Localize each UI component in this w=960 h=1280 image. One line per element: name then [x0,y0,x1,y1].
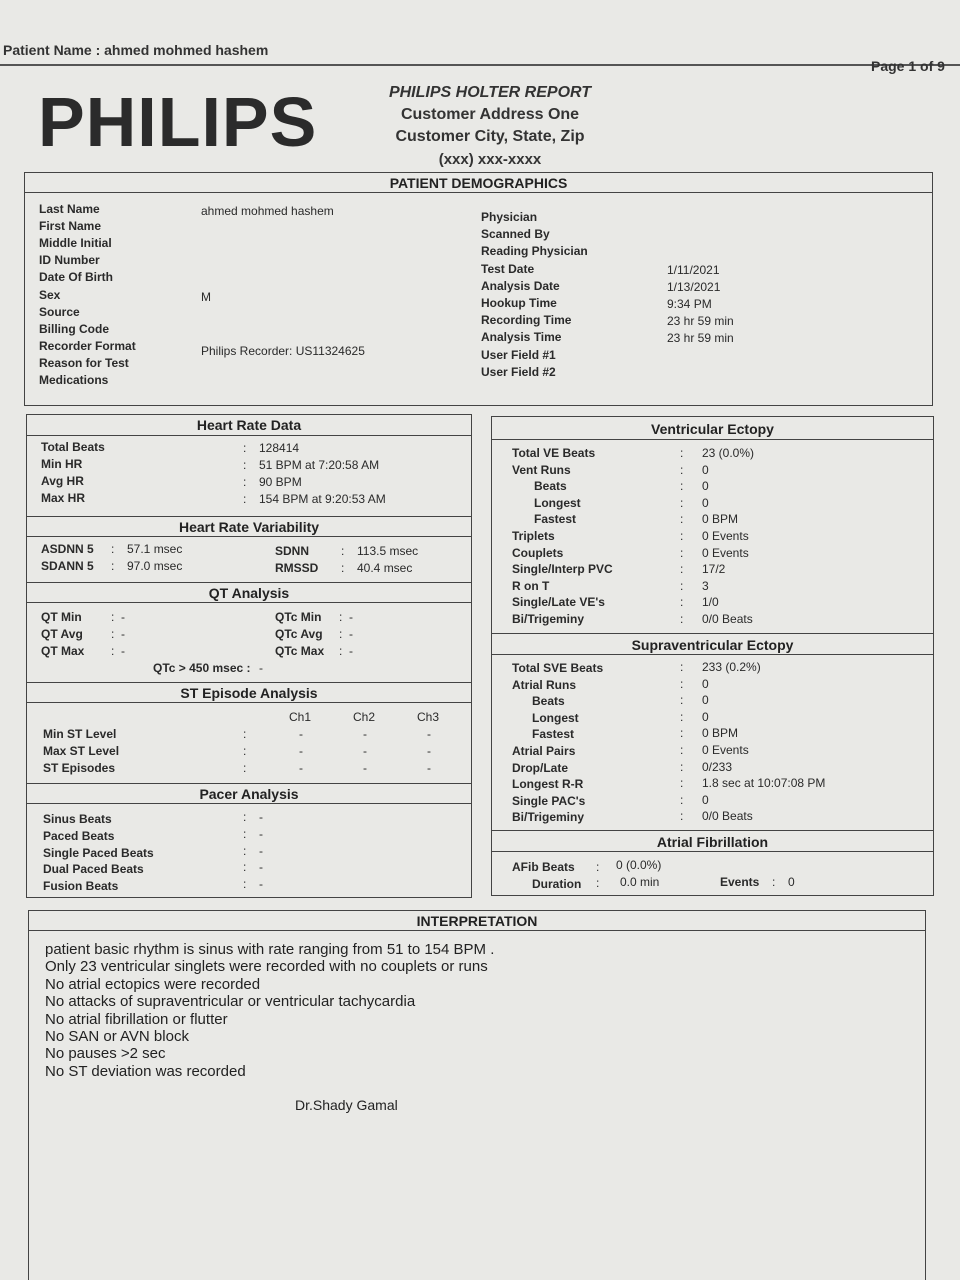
heart-rate-value: 154 BPM at 9:20:53 AM [259,492,386,506]
st-channel-header: Ch3 [417,710,440,724]
qtc-min-text: - [349,610,354,624]
ve-value: 0 BPM [702,512,739,527]
afib-duration-value: 0.0 min [620,875,660,889]
pacer-colon: : [243,860,247,875]
ve-colon: : [680,479,684,494]
st-row-label: Min ST Level [43,727,117,741]
heart-rate-value: 90 BPM [259,475,302,489]
heart-rate-colon: : [243,492,247,506]
sve-value: 0/0 Beats [702,809,753,824]
ve-colon: : [680,545,684,560]
afib-beats-colon: : [596,860,600,874]
afib-beats-label: AFib Beats [512,860,575,874]
sdnn-colon: : [341,544,345,558]
st-row-value: - [427,744,431,758]
sve-label: Total SVE Beats [512,661,604,675]
heart-rate-value: 51 BPM at 7:20:58 AM [259,458,380,472]
qt-avg-value: : - [111,627,126,641]
qtc-450-value: - [259,661,263,675]
report-phone: (xxx) xxx-xxxx [438,151,542,168]
demographics-right-label: User Field #2 [481,364,556,379]
ve-label: Single/Interp PVC [512,562,613,577]
afib-events-label: Events [720,875,760,889]
qtc-min-label: QTc Min [275,610,322,624]
afib-duration-label: Duration [532,877,582,891]
rmssd-value: 40.4 msec [357,561,413,575]
demographics-panel [24,172,933,406]
ve-label: Bi/Trigeminy [512,612,585,626]
ve-colon: : [680,595,684,610]
sve-value: 0 [702,693,709,708]
ve-colon: : [680,462,684,477]
demographics-right-label: Reading Physician [481,244,588,259]
sve-value: 0 [702,709,709,724]
page-number: Page 1 of 9 [871,58,945,74]
qt-max-text: - [121,644,126,658]
qt-title: QT Analysis [27,582,471,603]
sve-label: Drop/Late [512,760,569,775]
st-title: ST Episode Analysis [27,682,471,703]
demographics-right-label: Hookup Time [481,296,557,310]
st-row-label: Max ST Level [43,744,120,758]
afib-duration-colon: : [596,876,600,890]
heart-rate-colon: : [243,475,247,489]
ve-label: Longest [534,495,581,510]
st-row-value: - [427,727,431,741]
demographics-left-label: Middle Initial [39,236,112,251]
sve-colon: : [680,660,684,674]
demographics-right-value: 23 hr 59 min [667,314,734,329]
qt-min-label: QT Min [41,610,82,624]
st-channel-header: Ch2 [353,710,376,724]
rmssd-colon: : [341,561,345,575]
qtc-max-value: : - [339,644,354,658]
heart-rate-value: 128414 [259,441,300,455]
pacer-label: Sinus Beats [43,812,112,826]
heart-rate-colon: : [243,458,247,472]
demographics-right-label: Physician [481,210,538,224]
ve-value: 0/0 Beats [702,612,753,626]
demographics-left-label: Recorder Format [39,338,136,353]
ve-label: Couplets [512,545,564,560]
st-row-value: - [363,761,367,775]
qt-min-value: : - [111,610,126,624]
st-row-value: - [363,744,367,758]
demographics-left-label: Medications [39,373,109,387]
sve-value: 233 (0.2%) [702,660,761,674]
ve-colon: : [680,578,684,593]
sve-colon: : [680,726,684,741]
interpretation-line: Only 23 ventricular singlets were recorded with no couplets or runs [45,958,488,976]
sve-value: 0 BPM [702,726,739,741]
demographics-left-label: Reason for Test [39,355,129,370]
heart-rate-panel [26,414,472,898]
pacer-title: Pacer Analysis [27,783,471,804]
demographics-left-value: ahmed mohmed hashem [201,204,334,218]
ve-value: 0 Events [702,529,749,543]
ve-value: 17/2 [702,562,726,577]
demographics-left-label: ID Number [39,253,100,268]
sve-label: Atrial Pairs [512,744,576,758]
interpretation-title: INTERPRETATION [29,911,925,931]
demographics-left-label: First Name [39,219,102,234]
demographics-left-label: Source [39,304,80,319]
qtc-max-text: - [349,644,354,658]
sve-colon: : [680,709,684,724]
interpretation-line: No SAN or AVN block [45,1028,189,1045]
heart-rate-colon: : [243,441,247,455]
sve-value: 0 [702,792,709,807]
ve-value: 23 (0.0%) [702,446,755,460]
sve-value: 1.8 sec at 10:07:08 PM [702,776,826,791]
demographics-left-value: Philips Recorder: US11324625 [201,343,365,358]
ve-value: 0 [702,495,709,510]
sve-label: Fastest [532,727,575,742]
report-title: PHILIPS HOLTER REPORT [388,84,592,101]
sve-colon: : [680,743,684,757]
ve-value: 0 [702,479,709,494]
demographics-left-label: Last Name [39,202,100,216]
st-channel-header: Ch1 [289,710,312,724]
afib-beats-value: 0 (0.0%) [616,858,662,872]
sdnn-label: SDNN [275,544,310,558]
ve-value: 3 [702,578,709,593]
demographics-right-value: 9:34 PM [667,297,712,311]
st-row-value: - [363,727,367,741]
sve-label: Single PAC's [512,793,586,808]
sve-value: 0 Events [702,743,749,757]
interpretation-line: No attacks of supraventricular or ventricular tachycardia [45,993,416,1011]
interpretation-line: No pauses >2 sec [45,1045,166,1063]
sve-colon: : [680,693,684,708]
ve-colon: : [680,495,684,510]
st-row-value: - [427,761,431,775]
demographics-right-value: 1/11/2021 [667,262,720,277]
ve-value: 1/0 [702,595,719,610]
demographics-right-value: 23 hr 59 min [667,331,734,346]
ve-colon: : [680,512,684,527]
interpretation-line: No atrial ectopics were recorded [45,975,261,993]
demographics-right-label: Test Date [481,261,535,276]
ve-value: 0 Events [702,545,749,560]
pacer-label: Single Paced Beats [43,845,154,860]
sve-colon: : [680,776,684,791]
pacer-value: - [259,860,263,875]
sve-value: 0/233 [702,759,733,774]
ve-label: Vent Runs [512,462,571,477]
demographics-left-label: Date Of Birth [39,270,114,285]
qtc-450-label: QTc > 450 msec : [153,661,251,675]
heart-rate-title: Heart Rate Data [27,415,471,436]
pacer-value: - [259,826,263,841]
patient-name-header [3,42,268,58]
pacer-colon: : [243,826,247,841]
qtc-max-label: QTc Max [275,644,325,658]
sdnn-value: 113.5 msec [357,544,419,558]
qt-max-label: QT Max [41,644,85,658]
qtc-avg-text: - [349,627,354,641]
demographics-title: PATIENT DEMOGRAPHICS [25,173,932,193]
st-row-value: - [299,727,303,741]
interpretation-line: No atrial fibrillation or flutter [45,1010,228,1028]
ve-colon: : [680,612,684,626]
sve-label: Longest [532,710,579,725]
demographics-left-value: M [201,289,211,304]
pacer-value: - [259,843,263,858]
demographics-right-label: Scanned By [481,227,550,242]
st-row-colon: : [243,761,247,775]
st-row-label: ST Episodes [43,761,116,775]
qtc-avg-label: QTc Avg [275,627,323,641]
st-row-colon: : [243,744,247,758]
demographics-right-label: User Field #1 [481,347,556,362]
rmssd-label: RMSSD [275,561,319,575]
hrv-title: Heart Rate Variability [27,516,471,537]
patient-name-label: Patient Name : [3,42,101,58]
asdnn-label: ASDNN 5 [41,542,94,556]
st-row-colon: : [243,727,247,741]
interpretation-panel [28,910,926,1280]
ve-colon: : [680,446,684,460]
heart-rate-label: Max HR [41,491,86,505]
qt-avg-text: - [121,627,126,641]
philips-logo: PHILIPS [38,83,318,161]
demographics-left-label: Sex [39,287,61,302]
sve-label: Beats [532,694,565,709]
qtc-min-value: : - [339,610,354,624]
ve-label: Beats [534,479,567,494]
sve-colon: : [680,792,684,807]
qt-avg-label: QT Avg [41,627,83,641]
interpretation-line: patient basic rhythm is sinus with rate ranging from 51 to 154 BPM . [45,941,495,958]
sve-label: Atrial Runs [512,677,577,692]
report-address1: Customer Address One [400,106,580,123]
ve-label: R on T [512,578,550,593]
heart-rate-label: Avg HR [41,474,84,488]
afib-events-value: 0 [788,875,795,889]
pacer-label: Fusion Beats [43,879,119,894]
pacer-colon: : [243,877,247,892]
heart-rate-label: Min HR [41,457,83,471]
ve-label: Single/Late VE's [512,595,605,610]
ve-label: Triplets [512,529,555,543]
sve-colon: : [680,676,684,691]
qt-min-text: - [121,610,126,624]
qt-max-value: : - [111,644,126,658]
ve-colon: : [680,529,684,543]
interpretation-signature: Dr.Shady Gamal [295,1097,398,1113]
pacer-colon: : [243,810,247,824]
pacer-colon: : [243,843,247,858]
sdann-label: SDANN 5 [41,559,94,573]
report-title-block [360,84,620,168]
pacer-label: Dual Paced Beats [43,862,144,877]
demographics-right-label: Analysis Time [481,330,562,345]
sve-value: 0 [702,676,709,691]
pacer-value: - [259,810,263,824]
pacer-label: Paced Beats [43,828,115,843]
demographics-left-label: Billing Code [39,321,109,336]
sve-colon: : [680,809,684,824]
patient-name-value: ahmed mohmed hashem [104,42,269,58]
afib-title: Atrial Fibrillation [492,830,933,852]
sve-colon: : [680,759,684,774]
demographics-right-label: Analysis Date [481,278,560,293]
sdann-colon: : [111,559,115,573]
interpretation-line: No ST deviation was recorded [45,1062,246,1080]
header-rule [0,64,960,66]
st-row-value: - [299,744,303,758]
st-row-value: - [299,761,303,775]
ve-label: Fastest [534,512,577,527]
ve-value: 0 [702,462,709,477]
demographics-right-label: Recording Time [481,313,572,328]
ve-title: Ventricular Ectopy [492,417,933,440]
demographics-right-value: 1/13/2021 [667,279,721,294]
sve-label: Longest R-R [512,777,584,792]
ve-colon: : [680,562,684,577]
afib-events-colon: : [772,875,776,889]
sve-title: Supraventricular Ectopy [492,633,933,655]
sve-label: Bi/Trigeminy [512,810,585,825]
ve-label: Total VE Beats [512,446,596,460]
ectopy-panel [491,416,934,896]
report-address2: Customer City, State, Zip [395,128,585,145]
sdann-value: 97.0 msec [127,559,183,573]
qtc-avg-value: : - [339,627,354,641]
asdnn-colon: : [111,542,115,556]
heart-rate-label: Total Beats [41,440,105,454]
asdnn-value: 57.1 msec [127,542,183,556]
pacer-value: - [259,877,263,892]
